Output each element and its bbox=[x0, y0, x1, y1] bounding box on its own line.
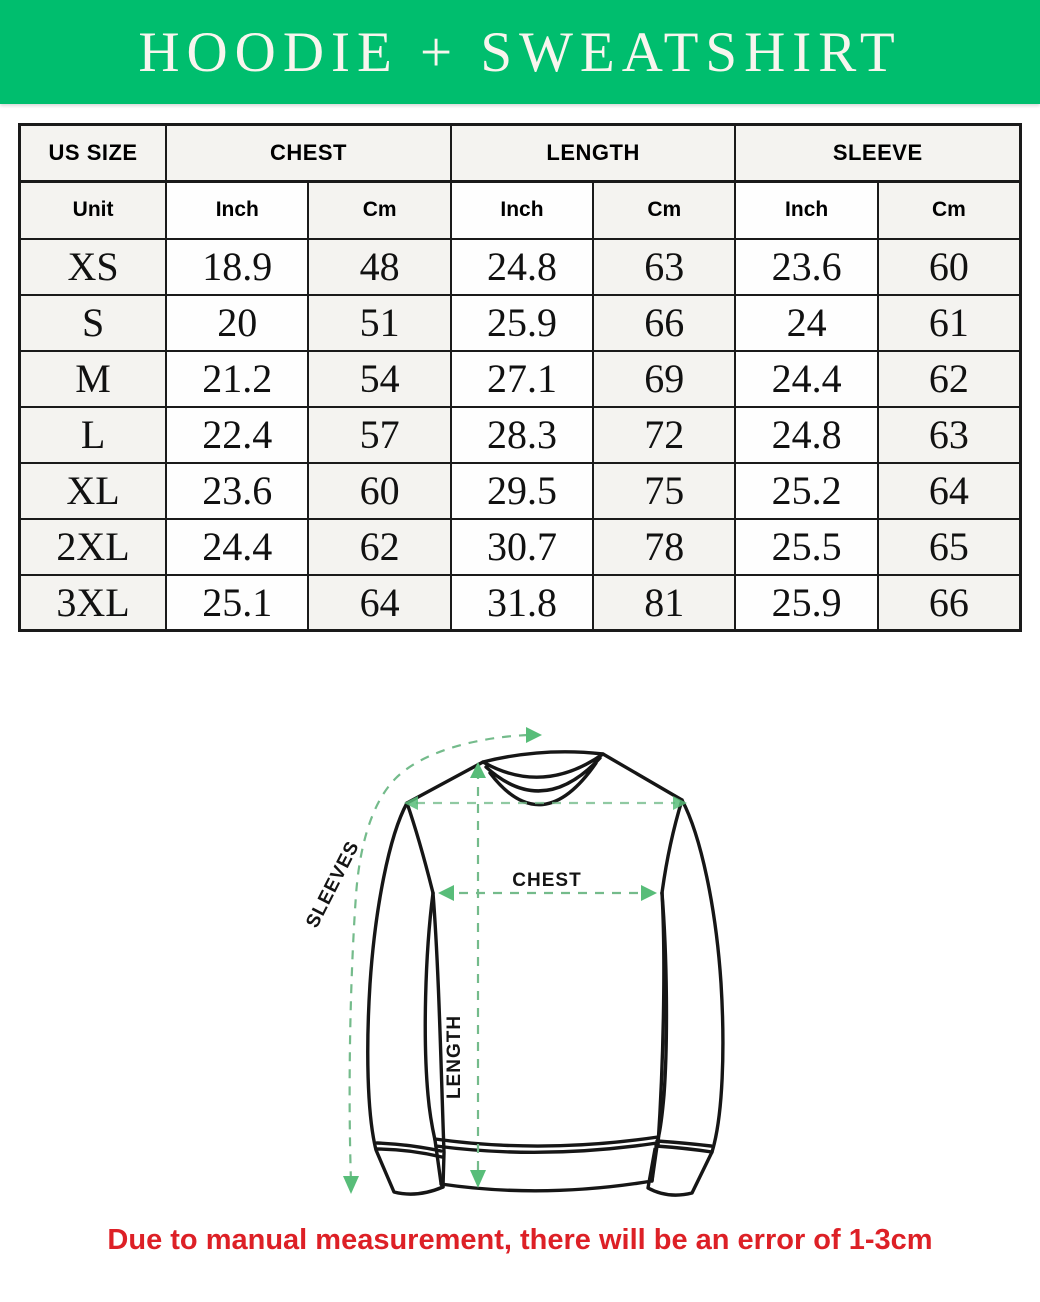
measurement-cell: 62 bbox=[308, 519, 450, 575]
sleeve-arrow-top-icon bbox=[526, 727, 542, 743]
table-row bbox=[20, 239, 1021, 295]
measurement-cell: 65 bbox=[878, 519, 1021, 575]
measurement-cell: 25.5 bbox=[735, 519, 877, 575]
measurement-cell: 28.3 bbox=[451, 407, 593, 463]
measurement-cell: 24.4 bbox=[166, 519, 308, 575]
measurement-cell: 25.9 bbox=[451, 295, 593, 351]
size-label-cell: L bbox=[20, 407, 167, 463]
table-row bbox=[20, 407, 1021, 463]
size-table bbox=[18, 123, 1022, 632]
measurement-cell: 64 bbox=[878, 463, 1021, 519]
sleeves-label: SLEEVES bbox=[302, 837, 364, 932]
measurement-cell: 27.1 bbox=[451, 351, 593, 407]
measurement-cell: 25.2 bbox=[735, 463, 877, 519]
measurement-cell: 25.9 bbox=[735, 575, 877, 631]
length-label: LENGTH bbox=[444, 1014, 465, 1100]
unit-header-cell: Inch bbox=[166, 182, 308, 239]
unit-header-cell: Cm bbox=[878, 182, 1021, 239]
col-header-chest: CHEST bbox=[166, 125, 451, 182]
measurement-cell: 66 bbox=[878, 575, 1021, 631]
col-header-length: LENGTH bbox=[451, 125, 736, 182]
unit-header-row bbox=[20, 182, 1021, 239]
measurement-cell: 64 bbox=[308, 575, 450, 631]
sweatshirt-silhouette bbox=[368, 752, 723, 1195]
table-row bbox=[20, 575, 1021, 631]
table-row bbox=[20, 463, 1021, 519]
table-row bbox=[20, 351, 1021, 407]
measurement-cell: 25.1 bbox=[166, 575, 308, 631]
size-label-cell: 3XL bbox=[20, 575, 167, 631]
measurement-cell: 66 bbox=[593, 295, 735, 351]
measurement-cell: 63 bbox=[593, 239, 735, 295]
size-label-cell: XL bbox=[20, 463, 167, 519]
measurement-cell: 24.4 bbox=[735, 351, 877, 407]
measurement-cell: 18.9 bbox=[166, 239, 308, 295]
measurement-cell: 62 bbox=[878, 351, 1021, 407]
size-label-cell: 2XL bbox=[20, 519, 167, 575]
col-header-us-size: US SIZE bbox=[20, 125, 167, 182]
unit-header-cell: Inch bbox=[451, 182, 593, 239]
unit-header-cell: Cm bbox=[593, 182, 735, 239]
measurement-cell: 57 bbox=[308, 407, 450, 463]
unit-header-cell: Unit bbox=[20, 182, 167, 239]
measurement-cell: 51 bbox=[308, 295, 450, 351]
measurement-cell: 63 bbox=[878, 407, 1021, 463]
sweatshirt-drawing bbox=[300, 700, 780, 1220]
measurement-cell: 60 bbox=[308, 463, 450, 519]
measurement-cell: 69 bbox=[593, 351, 735, 407]
size-label-cell: S bbox=[20, 295, 167, 351]
measurement-cell: 23.6 bbox=[166, 463, 308, 519]
size-table-rows bbox=[20, 239, 1021, 631]
page-title: HOODIE + SWEATSHIRT bbox=[138, 20, 902, 84]
chest-label: CHEST bbox=[512, 870, 582, 891]
measurement-cell: 23.6 bbox=[735, 239, 877, 295]
banner bbox=[0, 0, 1040, 104]
measurement-cell: 61 bbox=[878, 295, 1021, 351]
unit-header-cell: Inch bbox=[735, 182, 877, 239]
unit-header-cell: Cm bbox=[308, 182, 450, 239]
measurement-note: Due to manual measurement, there will be an error of 1-3cm bbox=[107, 1224, 933, 1256]
measurement-cell: 24.8 bbox=[735, 407, 877, 463]
measurement-cell: 72 bbox=[593, 407, 735, 463]
measurement-cell: 31.8 bbox=[451, 575, 593, 631]
measurement-cell: 75 bbox=[593, 463, 735, 519]
measurement-cell: 22.4 bbox=[166, 407, 308, 463]
measurement-cell: 24 bbox=[735, 295, 877, 351]
measurement-cell: 81 bbox=[593, 575, 735, 631]
measurement-cell: 29.5 bbox=[451, 463, 593, 519]
sweatshirt-diagram bbox=[300, 700, 780, 1220]
measurement-cell: 24.8 bbox=[451, 239, 593, 295]
table-row bbox=[20, 295, 1021, 351]
sleeve-arrow-bottom-icon bbox=[343, 1176, 359, 1194]
group-header-row bbox=[20, 125, 1021, 182]
col-header-sleeve: SLEEVE bbox=[735, 125, 1020, 182]
measurement-cell: 21.2 bbox=[166, 351, 308, 407]
measurement-cell: 78 bbox=[593, 519, 735, 575]
table-row bbox=[20, 519, 1021, 575]
measurement-cell: 60 bbox=[878, 239, 1021, 295]
measurement-cell: 20 bbox=[166, 295, 308, 351]
measurement-cell: 48 bbox=[308, 239, 450, 295]
size-label-cell: XS bbox=[20, 239, 167, 295]
size-label-cell: M bbox=[20, 351, 167, 407]
measurement-cell: 54 bbox=[308, 351, 450, 407]
measurement-cell: 30.7 bbox=[451, 519, 593, 575]
